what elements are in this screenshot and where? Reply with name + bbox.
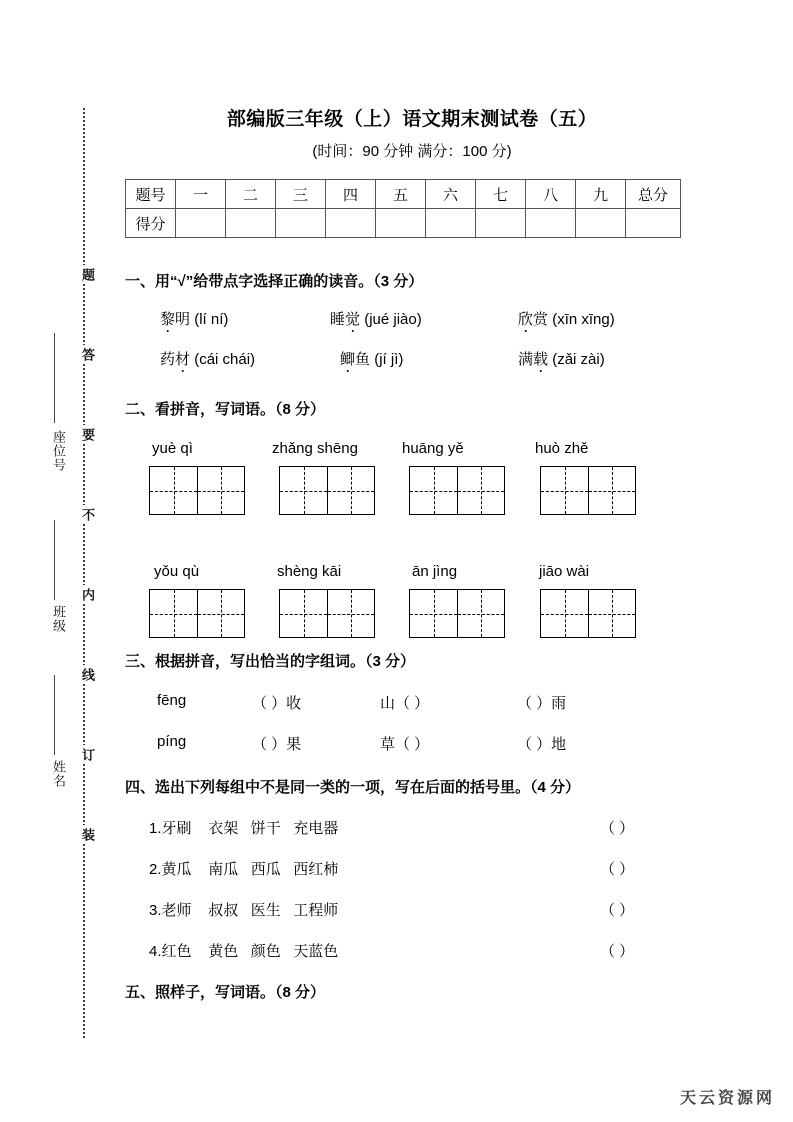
odd-one-out-item-4-word-3[interactable]: 颜色 [250, 943, 281, 960]
score-table-col-3: 三 [276, 180, 326, 209]
odd-one-out-blank-1[interactable]: （ ） [600, 820, 635, 837]
field-class [40, 605, 68, 633]
pronunciation-item-3-options[interactable]: (xīn xīng) [552, 311, 615, 328]
odd-one-out-item-3-word-2[interactable]: 叔叔 [208, 902, 239, 919]
odd-one-out-blank-2[interactable]: （ ） [600, 861, 635, 878]
pronunciation-item-5-char-b: 鱼 [355, 351, 371, 368]
seal-word-3: 不 [71, 505, 97, 524]
odd-one-out-item-2 [149, 858, 338, 879]
watermark: 天云资源网 [679, 1090, 775, 1107]
score-table-col-7: 七 [476, 180, 526, 209]
field-seat-number-label: 座位号 [51, 430, 66, 472]
char-group-blank-1c-word: 雨 [551, 695, 567, 712]
pronunciation-item-6[interactable] [518, 348, 605, 369]
pronunciation-item-4-options[interactable]: (cái chái) [194, 351, 256, 368]
score-table-col-2: 二 [226, 180, 276, 209]
section-heading-3: 三、根据拼音，写出恰当的字组词。（3 分） [125, 653, 416, 670]
page-title: 部编版三年级（上）语文期末测试卷（五） [226, 109, 598, 130]
score-cell-9[interactable] [576, 209, 626, 238]
odd-one-out-item-1 [149, 817, 338, 838]
pronunciation-item-3-char-a: 欣 [518, 308, 533, 329]
writing-cell[interactable] [327, 590, 374, 637]
pinyin-label-6: shèng kāi [277, 563, 342, 580]
field-name-label: 姓名 [51, 760, 66, 788]
writing-cell[interactable] [457, 467, 504, 514]
pronunciation-item-4-char-a: 药 [160, 351, 176, 368]
char-group-blank-2b-paren[interactable]: ） [410, 736, 430, 753]
pronunciation-item-5-options[interactable]: (jí jì) [374, 351, 404, 368]
char-group-blank-2c-word: 地 [551, 736, 567, 753]
writing-cell[interactable] [280, 590, 327, 637]
section-heading-4-text: 四、选出下列每组中不是同一类的一项，写在后面的括号里。（4 分） [125, 779, 581, 796]
char-group-pinyin-2: píng [157, 733, 187, 750]
page-subtitle: (时间：90 分钟 满分：100 分) [312, 143, 512, 160]
pronunciation-item-6-char-a: 满 [518, 351, 534, 368]
writing-cell[interactable] [197, 467, 244, 514]
score-cell-8[interactable] [526, 209, 576, 238]
writing-cell[interactable] [150, 590, 197, 637]
writing-grid-5[interactable] [149, 589, 245, 638]
pronunciation-item-3-char-b: 赏 [533, 311, 549, 328]
pronunciation-item-2[interactable] [330, 308, 422, 329]
writing-grid-8[interactable] [540, 589, 636, 638]
writing-cell[interactable] [541, 467, 588, 514]
writing-cell[interactable] [327, 467, 374, 514]
char-group-blank-2a-word: 果 [286, 736, 302, 753]
writing-cell[interactable] [150, 467, 197, 514]
char-group-blank-1c-paren[interactable]: （ ） [517, 695, 552, 712]
odd-one-out-item-2-word-3[interactable]: 西瓜 [250, 861, 281, 878]
score-cell-4[interactable] [326, 209, 376, 238]
odd-one-out-item-4-word-2[interactable]: 黄色 [208, 943, 239, 960]
odd-one-out-item-2-num: 2. [149, 861, 162, 878]
pronunciation-item-1-options[interactable]: (lí ní) [194, 311, 229, 328]
odd-one-out-item-2-word-2[interactable]: 南瓜 [208, 861, 239, 878]
writing-cell[interactable] [588, 590, 635, 637]
score-table-col-1: 一 [176, 180, 226, 209]
char-group-blank-2b[interactable] [380, 733, 429, 754]
writing-cell[interactable] [588, 467, 635, 514]
char-group-blank-1a-word: 收 [286, 695, 302, 712]
seal-margin [0, 0, 112, 1122]
pronunciation-item-2-char-a: 睡 [330, 311, 346, 328]
section-heading-2: 二、看拼音，写词语。（8 分） [125, 401, 326, 418]
pronunciation-item-1-char-b: 明 [175, 311, 191, 328]
char-group-blank-1a[interactable] [252, 692, 301, 713]
pinyin-label-5: yǒu qù [154, 563, 200, 580]
seal-word-0: 题 [71, 265, 97, 284]
seal-word-2: 要 [71, 425, 97, 444]
odd-one-out-item-4 [149, 940, 338, 961]
pronunciation-item-6-char-b: 载 [533, 348, 548, 369]
writing-cell[interactable] [541, 590, 588, 637]
char-group-blank-2a[interactable] [252, 733, 301, 754]
char-group-blank-1b[interactable] [380, 692, 429, 713]
char-group-blank-1b-paren[interactable]: ） [410, 695, 430, 712]
odd-one-out-item-2-word-4[interactable]: 西红柿 [293, 861, 339, 878]
score-cell-5[interactable] [376, 209, 426, 238]
char-group-blank-1b-word: 山（ [380, 695, 411, 712]
score-cell-7[interactable] [476, 209, 526, 238]
field-class-label: 班级 [51, 605, 66, 633]
pronunciation-item-5-char-a: 鲫 [340, 348, 355, 369]
score-table [125, 179, 681, 238]
char-group-blank-2c[interactable] [517, 733, 566, 754]
pronunciation-item-3[interactable] [518, 308, 615, 329]
score-cell-3[interactable] [276, 209, 326, 238]
writing-cell[interactable] [457, 590, 504, 637]
score-table-col-5: 五 [376, 180, 426, 209]
seal-dotted-line [83, 108, 85, 1038]
writing-grid-6[interactable] [279, 589, 375, 638]
odd-one-out-item-3-word-4[interactable]: 工程师 [293, 902, 339, 919]
writing-cell[interactable] [410, 467, 457, 514]
writing-cell[interactable] [197, 590, 244, 637]
odd-one-out-item-1-word-2[interactable]: 衣架 [208, 820, 239, 837]
writing-grid-4[interactable] [540, 466, 636, 515]
writing-cell[interactable] [280, 467, 327, 514]
section-heading-4 [125, 776, 580, 797]
section-heading-1: 一、用“√”给带点字选择正确的读音。（3 分） [125, 273, 424, 290]
seal-word-7: 装 [71, 825, 97, 844]
pinyin-label-2: zhǎng shēng [272, 440, 358, 457]
score-table-col-9: 九 [576, 180, 626, 209]
exam-sheet [112, 0, 793, 1122]
odd-one-out-item-1-word-3[interactable]: 饼干 [250, 820, 281, 837]
table-row-question-numbers [126, 180, 681, 209]
odd-one-out-blank-4[interactable]: （ ） [600, 943, 635, 960]
field-class-rule[interactable] [54, 520, 55, 600]
pronunciation-item-4[interactable] [160, 348, 255, 369]
score-table-col-6: 六 [426, 180, 476, 209]
odd-one-out-item-3-num: 3. [149, 902, 162, 919]
pronunciation-item-1-char-a: 黎 [160, 308, 175, 329]
score-cell-2[interactable] [226, 209, 276, 238]
pinyin-label-4: huò zhě [535, 440, 589, 457]
writing-grid-3[interactable] [409, 466, 505, 515]
writing-cell[interactable] [410, 590, 457, 637]
score-table-col-total: 总分 [626, 180, 681, 209]
writing-grid-1[interactable] [149, 466, 245, 515]
seal-word-6: 订 [71, 745, 97, 764]
char-group-blank-1a-paren[interactable]: （ ） [252, 695, 287, 712]
odd-one-out-item-1-word-4[interactable]: 充电器 [293, 820, 339, 837]
char-group-blank-1c[interactable] [517, 692, 566, 713]
odd-one-out-item-3-word-1[interactable]: 老师 [161, 902, 192, 919]
score-table-col-8: 八 [526, 180, 576, 209]
odd-one-out-item-1-num: 1. [149, 820, 162, 837]
odd-one-out-item-1-word-1[interactable]: 牙刷 [161, 820, 192, 837]
odd-one-out-item-4-word-4[interactable]: 天蓝色 [293, 943, 339, 960]
score-table-label-question: 题号 [126, 180, 176, 209]
pinyin-label-3: huāng yě [402, 440, 464, 457]
pronunciation-item-5[interactable] [340, 348, 403, 369]
seal-word-1: 答 [71, 345, 97, 364]
score-table-col-4: 四 [326, 180, 376, 209]
section-heading-5: 五、照样子，写词语。（8 分） [125, 984, 326, 1001]
score-cell-1[interactable] [176, 209, 226, 238]
odd-one-out-item-3 [149, 899, 338, 920]
score-cell-6[interactable] [426, 209, 476, 238]
char-group-blank-2a-paren[interactable]: （ ） [252, 736, 287, 753]
pronunciation-item-2-char-b: 觉 [345, 308, 360, 329]
pronunciation-item-1[interactable] [160, 308, 228, 329]
writing-grid-2[interactable] [279, 466, 375, 515]
score-cell-total[interactable] [626, 209, 681, 238]
field-seat-number [40, 430, 68, 472]
field-seat-number-rule[interactable] [54, 333, 55, 423]
pronunciation-item-4-char-b: 材 [175, 348, 190, 369]
pinyin-label-7: ān jìng [412, 563, 458, 580]
odd-one-out-item-3-word-3[interactable]: 医生 [250, 902, 281, 919]
odd-one-out-item-2-word-1[interactable]: 黄瓜 [161, 861, 192, 878]
field-name-rule[interactable] [54, 675, 55, 755]
odd-one-out-blank-3[interactable]: （ ） [600, 902, 635, 919]
seal-word-5: 线 [71, 665, 97, 684]
field-name [40, 760, 68, 788]
pinyin-label-8: jiāo wài [539, 563, 590, 580]
pronunciation-item-2-options[interactable]: (jué jiào) [364, 311, 422, 328]
char-group-blank-2b-word: 草（ [380, 736, 411, 753]
seal-word-4: 内 [71, 585, 97, 604]
pronunciation-item-6-options[interactable]: (zǎi zài) [552, 351, 605, 368]
table-row-scores [126, 209, 681, 238]
score-table-label-score: 得分 [126, 209, 176, 238]
odd-one-out-item-4-num: 4. [149, 943, 162, 960]
pinyin-label-1: yuè qì [152, 440, 193, 457]
char-group-pinyin-1: fēng [157, 692, 187, 709]
odd-one-out-item-4-word-1[interactable]: 红色 [161, 943, 192, 960]
char-group-blank-2c-paren[interactable]: （ ） [517, 736, 552, 753]
writing-grid-7[interactable] [409, 589, 505, 638]
